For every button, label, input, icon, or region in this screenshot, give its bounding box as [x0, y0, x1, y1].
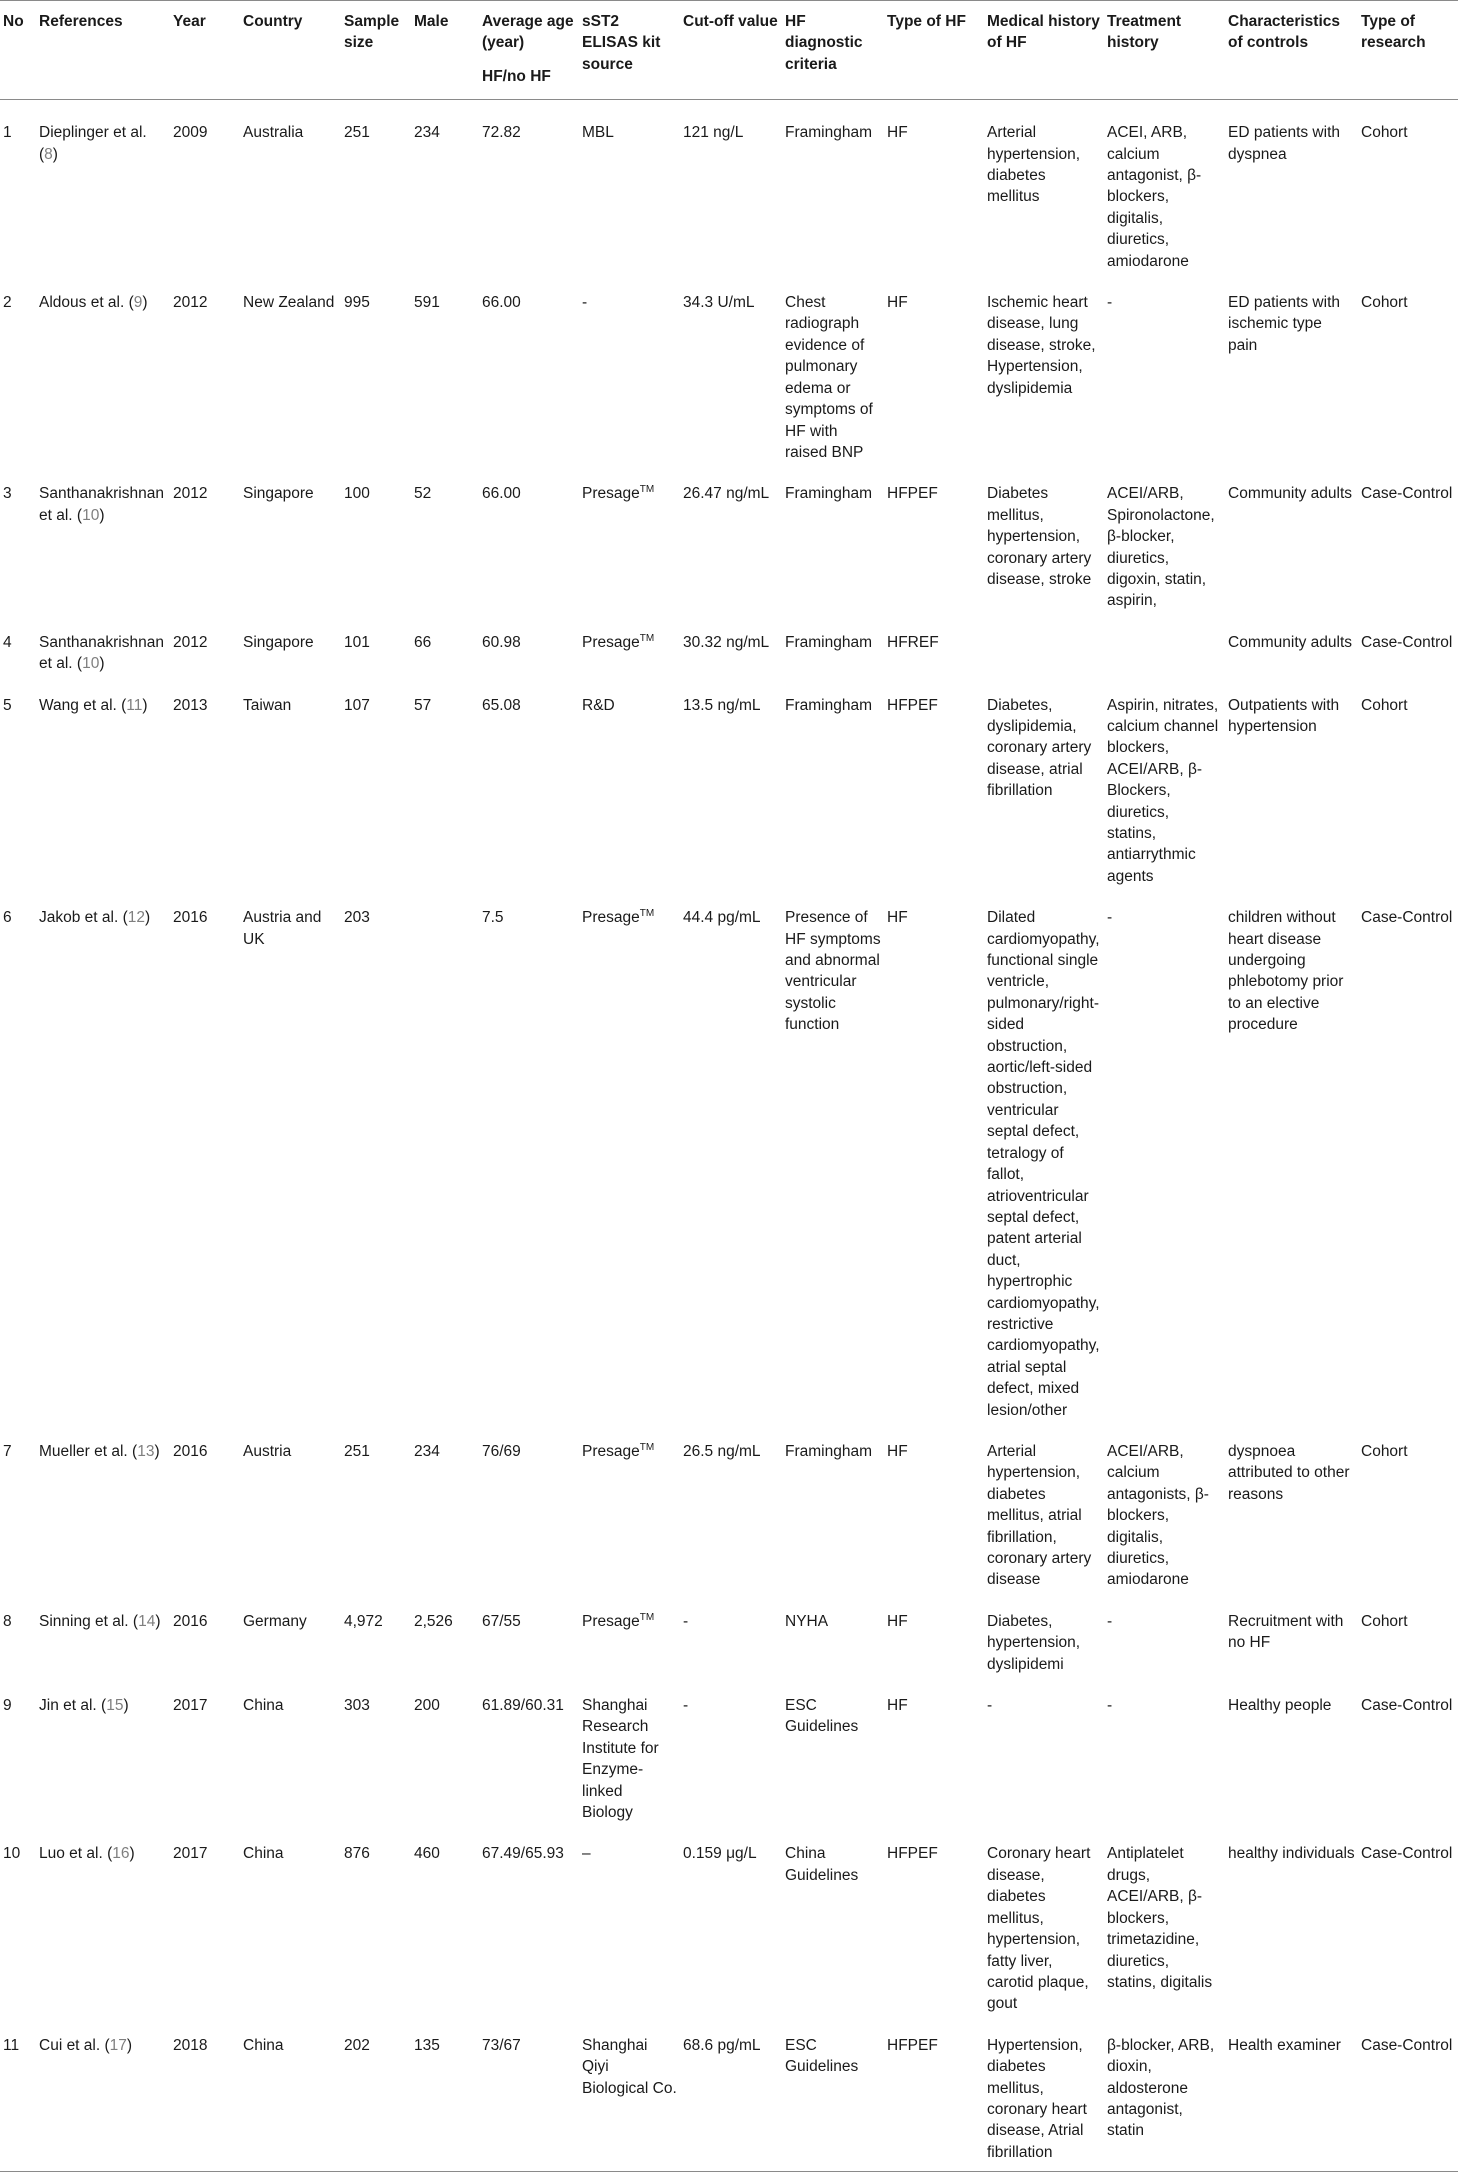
column-header-label: Type of HF: [887, 13, 966, 30]
cell-country: New Zealand: [243, 294, 335, 312]
kit-source-text: Presage: [582, 1442, 640, 1460]
cell-country: Austria: [243, 1442, 292, 1460]
cell-country: China: [243, 1697, 284, 1715]
column-header-label: Treatment history: [1107, 13, 1182, 52]
cell-treatment-history: ACEI, ARB, calcium antagonist, β-blockers, digitalis, diuretics, amiodarone: [1107, 124, 1202, 270]
cell-no: 4: [3, 633, 12, 651]
cell-treatment-history: β-blocker, ARB, dioxin, aldosterone antagonist, statin: [1104, 2019, 1225, 2172]
column-header-sublabel: HF/no HF: [482, 67, 551, 85]
cell-diagnostic-criteria: Presence of HF symptoms and abnormal ventricular systolic function: [785, 909, 881, 1034]
reference-author: Dieplinger et al. (: [39, 124, 147, 163]
cell-kit-source: [579, 2019, 680, 2172]
cell-kit-source: [579, 276, 680, 467]
cell-research-type: Cohort: [1361, 1442, 1408, 1460]
cell-hf-type: HFPEF: [884, 2019, 984, 2172]
cell-male: 591: [414, 294, 440, 312]
cell-no: 3: [3, 485, 12, 503]
reference-number-link[interactable]: 11: [126, 696, 143, 714]
cell-treatment-history: -: [1107, 294, 1113, 312]
cell-sample-size: 203: [344, 909, 370, 927]
cell-hf-type: HFPEF: [887, 485, 938, 503]
cell-male: 52: [414, 485, 432, 503]
cell-male: 234: [414, 1442, 440, 1460]
table-body: [0, 100, 1458, 2172]
column-header: [240, 1, 341, 100]
column-header-label: Type of research: [1361, 13, 1426, 52]
cell-average-age: 7.5: [482, 909, 504, 927]
table-row: [0, 891, 1458, 1425]
kit-source-text: Shanghai Qiyi Biological Co.: [582, 2036, 677, 2097]
column-header: [884, 1, 984, 100]
kit-source-text: Presage: [582, 633, 640, 651]
cell-cutoff-value: 26.5 ng/mL: [683, 1442, 761, 1460]
table-row: [0, 1679, 1458, 1827]
column-header: [0, 1, 36, 100]
cell-cutoff-value: 30.32 ng/mL: [683, 633, 770, 651]
cell-controls: Healthy people: [1228, 1697, 1332, 1715]
reference-number-link[interactable]: 15: [106, 1697, 124, 1715]
table-row: [0, 1425, 1458, 1595]
cell-research-type: Case-Control: [1358, 2019, 1458, 2172]
cell-year: 2009: [173, 124, 208, 142]
reference-author: Luo et al. (: [39, 1845, 113, 1863]
cell-sample-size: 303: [344, 1697, 370, 1715]
cell-hf-type: HFPEF: [887, 696, 938, 714]
table-row: [0, 276, 1458, 467]
cell-average-age: 61.89/60.31: [482, 1697, 564, 1715]
cell-controls: ED patients with ischemic type pain: [1228, 294, 1340, 354]
cell-diagnostic-criteria: China Guidelines: [785, 1845, 859, 1884]
cell-medical-history: Dilated cardiomyopathy, functional single ventricle, pulmonary/right-sided obstruction, aortic/left-sided obstruction, ventricular septal defect, tetralogy of fallot, atrioventricular septal defect, patent arterial duct, hypertrophic cardiomyopathy, restrictive cardiomyopathy, atrial septal defect, mixed lesion/other: [987, 909, 1100, 1419]
cell-kit-source: [579, 679, 680, 892]
cell-research-type: Cohort: [1361, 124, 1408, 142]
cell-medical-history: Hypertension, diabetes mellitus, coronary heart disease, Atrial fibrillation: [984, 2019, 1104, 2172]
reference-number-link[interactable]: 13: [137, 1442, 155, 1460]
cell-male: 66: [414, 633, 432, 651]
cell-cutoff-value: 44.4 pg/mL: [683, 909, 761, 927]
reference-author: Jakob et al. (: [39, 909, 128, 927]
table-header: [0, 1, 1458, 100]
cell-hf-type: HF: [887, 124, 908, 142]
reference-author: Sinning et al. (: [39, 1612, 139, 1630]
cell-no: 1: [3, 124, 12, 142]
cell-medical-history: Ischemic heart disease, lung disease, stroke, Hypertension, dyslipidemia: [987, 294, 1096, 397]
cell-average-age: 72.82: [482, 124, 521, 142]
reference-author: Jin et al. (: [39, 1697, 107, 1715]
cell-reference: [36, 276, 170, 467]
cell-male: [411, 891, 479, 1425]
column-header-label: Cut-off value: [683, 13, 778, 30]
column-header-label: HF diagnostic criteria: [785, 13, 863, 73]
cell-no: 2: [3, 294, 12, 312]
cell-no: 5: [3, 696, 12, 714]
cell-cutoff-value: -: [683, 1612, 689, 1630]
cell-diagnostic-criteria: Framingham: [785, 124, 872, 142]
cell-treatment-history: ACEI/ARB, Spironolactone, β-blocker, diuretics, digoxin, statin, aspirin,: [1107, 485, 1215, 610]
kit-source-text: R&D: [582, 696, 615, 714]
reference-number-link[interactable]: 10: [82, 506, 100, 524]
cell-reference: [36, 891, 170, 1425]
trademark-superscript: TM: [639, 484, 655, 496]
cell-cutoff-value: 26.47 ng/mL: [683, 485, 770, 503]
table-row: [0, 1827, 1458, 2018]
column-header-label: Country: [243, 13, 303, 30]
cell-controls: Health examiner: [1225, 2019, 1358, 2172]
table-row: [0, 100, 1458, 276]
column-header-label: Year: [173, 13, 206, 30]
kit-source-text: Presage: [582, 1612, 640, 1630]
column-header: [680, 1, 782, 100]
cell-sample-size: 995: [344, 294, 370, 312]
reference-author: Santhanakrishnan et al. (: [39, 633, 164, 673]
cell-reference: [36, 100, 170, 276]
header-row: [0, 1, 1458, 100]
reference-close: ): [99, 506, 105, 524]
table-row: [0, 2019, 1458, 2172]
cell-controls: children without heart disease undergoing phlebotomy prior to an elective procedure: [1228, 909, 1344, 1034]
reference-number-link[interactable]: 8: [44, 145, 53, 163]
cell-treatment-history: Antiplatelet drugs, ACEI/ARB, β-blockers, trimetazidine, diuretics, statins, digitalis: [1107, 1845, 1213, 1991]
cell-hf-type: HF: [887, 1612, 908, 1630]
kit-source-text: Presage: [582, 909, 640, 927]
reference-number-link[interactable]: 10: [82, 655, 100, 673]
cell-male: 57: [414, 696, 432, 714]
cell-reference: [36, 616, 170, 679]
table-row: [0, 616, 1458, 679]
cell-diagnostic-criteria: ESC Guidelines: [785, 1697, 859, 1736]
cell-male: 234: [414, 124, 440, 142]
cell-medical-history: Arterial hypertension, diabetes mellitus, atrial fibrillation, coronary artery disease: [987, 1442, 1092, 1589]
reference-author: Cui et al. (: [39, 2036, 110, 2054]
column-header: [479, 1, 579, 100]
column-header: [1358, 1, 1458, 100]
cell-kit-source: [579, 1595, 680, 1679]
cell-research-type: Cohort: [1361, 696, 1408, 714]
reference-author: Wang et al. (: [39, 696, 127, 714]
column-header: [170, 1, 240, 100]
cell-hf-type: HFREF: [887, 633, 939, 651]
cell-sample-size: 202: [341, 2019, 411, 2172]
cell-diagnostic-criteria: Framingham: [785, 633, 872, 651]
cell-research-type: Case-Control: [1361, 485, 1453, 503]
cell-country: Germany: [243, 1612, 307, 1630]
cell-year: 2012: [173, 485, 208, 503]
reference-close: ): [142, 294, 148, 312]
reference-close: ): [154, 1442, 160, 1460]
cell-average-age: 67.49/65.93: [482, 1845, 564, 1863]
cell-year: 2013: [173, 696, 208, 714]
trademark-superscript: TM: [639, 908, 655, 920]
cell-average-age: 73/67: [479, 2019, 579, 2172]
cell-sample-size: 251: [344, 1442, 370, 1460]
cell-country: China: [243, 1845, 284, 1863]
reference-author: Santhanakrishnan et al. (: [39, 485, 164, 524]
cell-cutoff-value: 34.3 U/mL: [683, 294, 755, 312]
cell-year: 2017: [173, 1845, 208, 1863]
cell-diagnostic-criteria: NYHA: [785, 1612, 829, 1630]
cell-country: Taiwan: [243, 696, 292, 714]
cell-controls: Outpatients with hypertension: [1228, 696, 1340, 735]
cell-reference: [36, 1595, 170, 1679]
cell-medical-history: -: [987, 1697, 993, 1715]
cell-no: 6: [3, 909, 12, 927]
column-header: [782, 1, 884, 100]
cell-research-type: Case-Control: [1361, 1697, 1453, 1715]
cell-kit-source: [579, 616, 680, 679]
cell-reference: [36, 679, 170, 892]
column-header: [1225, 1, 1358, 100]
reference-close: ): [52, 145, 58, 163]
reference-number-link[interactable]: 14: [138, 1612, 156, 1630]
column-header-label: References: [39, 13, 123, 30]
cell-diagnostic-criteria: Framingham: [785, 1442, 872, 1460]
cell-male: 200: [414, 1697, 440, 1715]
cell-sample-size: 4,972: [344, 1612, 383, 1630]
reference-close: ): [129, 1845, 135, 1863]
cell-no: 10: [3, 1845, 21, 1863]
cell-average-age: 60.98: [482, 633, 521, 651]
cell-hf-type: HF: [887, 1442, 908, 1460]
cell-controls: Recruitment with no HF: [1228, 1612, 1344, 1652]
cell-year: 2017: [173, 1697, 208, 1715]
cell-sample-size: 101: [344, 633, 370, 651]
column-header-label: Characteristics of controls: [1228, 13, 1341, 52]
trademark-superscript: TM: [639, 1441, 655, 1453]
reference-close: ): [155, 1612, 161, 1630]
cell-average-age: 66.00: [482, 294, 521, 312]
cell-year: 2016: [173, 1442, 208, 1460]
cell-cutoff-value: 68.6 pg/mL: [680, 2019, 782, 2172]
cell-hf-type: HF: [887, 1697, 908, 1715]
cell-country: China: [240, 2019, 341, 2172]
cell-controls: dyspnoea attributed to other reasons: [1228, 1442, 1350, 1503]
cell-average-age: 76/69: [482, 1442, 521, 1460]
cell-diagnostic-criteria: Framingham: [785, 696, 872, 714]
cell-medical-history: Diabetes mellitus, hypertension, coronary artery disease, stroke: [987, 485, 1092, 588]
cell-sample-size: 100: [344, 485, 370, 503]
cell-controls: ED patients with dyspnea: [1228, 124, 1340, 163]
reference-number-link[interactable]: 9: [133, 294, 143, 312]
column-header-label: No: [3, 13, 24, 30]
column-header: [341, 1, 411, 100]
cell-kit-source: [579, 891, 680, 1425]
table-row: [0, 1595, 1458, 1679]
cell-cutoff-value: -: [683, 1697, 689, 1715]
cell-treatment-history: -: [1107, 909, 1113, 927]
cell-controls: Community adults: [1228, 633, 1353, 651]
reference-close: ): [142, 696, 148, 714]
column-header: [36, 1, 170, 100]
cell-research-type: Case-Control: [1361, 1845, 1453, 1863]
cell-country: Austria and UK: [243, 909, 322, 948]
reference-author: Mueller et al. (: [39, 1442, 138, 1460]
cell-male: 2,526: [414, 1612, 453, 1630]
column-header-label: Average age (year): [482, 13, 574, 52]
cell-sample-size: 251: [344, 124, 370, 142]
cell-year: 2012: [173, 633, 208, 651]
reference-close: ): [123, 1697, 129, 1715]
cell-reference: [36, 2019, 170, 2172]
cell-medical-history: Diabetes, hypertension, dyslipidemi: [987, 1612, 1081, 1673]
table-row: [0, 467, 1458, 615]
reference-number-link[interactable]: 12: [127, 909, 145, 927]
kit-source-text: –: [582, 1845, 591, 1863]
cell-medical-history: Coronary heart disease, diabetes mellitus, hypertension, fatty liver, carotid plaque, gout: [987, 1845, 1091, 2013]
table-row: [0, 679, 1458, 892]
cell-kit-source: [579, 1827, 680, 2018]
cell-medical-history: Diabetes, dyslipidemia, coronary artery disease, atrial fibrillation: [987, 696, 1092, 800]
cell-kit-source: [579, 100, 680, 276]
kit-source-text: Presage: [582, 485, 640, 503]
cell-treatment-history: -: [1107, 1612, 1113, 1630]
cell-treatment-history: -: [1107, 1697, 1113, 1715]
cell-hf-type: HFPEF: [887, 1845, 938, 1863]
cell-cutoff-value: 0.159 μg/L: [683, 1845, 757, 1863]
cell-country: Singapore: [243, 633, 314, 651]
column-header-label: sST2 ELISAS kit source: [582, 13, 661, 73]
cell-hf-type: HF: [887, 909, 908, 927]
column-header: [579, 1, 680, 100]
cell-sample-size: 876: [344, 1845, 370, 1863]
reference-close: ): [145, 909, 151, 927]
cell-average-age: 67/55: [482, 1612, 521, 1630]
cell-treatment-history: [1104, 616, 1225, 679]
cell-treatment-history: ACEI/ARB, calcium antagonists, β-blockers, digitalis, diuretics, amiodarone: [1107, 1442, 1209, 1589]
reference-close: ): [99, 655, 105, 673]
cell-medical-history: Arterial hypertension, diabetes mellitus: [987, 124, 1081, 206]
cell-research-type: Case-Control: [1361, 633, 1453, 651]
kit-source-text: Shanghai Research Institute for Enzyme-linked Biology: [582, 1697, 659, 1822]
cell-research-type: Case-Control: [1361, 909, 1453, 927]
cell-no: 7: [3, 1442, 12, 1460]
trademark-superscript: TM: [639, 632, 655, 644]
cell-cutoff-value: 121 ng/L: [683, 124, 744, 142]
column-header: [411, 1, 479, 100]
cell-reference: [36, 1679, 170, 1827]
cell-kit-source: [579, 467, 680, 615]
column-header-label: Medical history of HF: [987, 13, 1100, 52]
cell-reference: [36, 467, 170, 615]
cell-year: 2016: [173, 909, 208, 927]
cell-sample-size: 107: [344, 696, 370, 714]
column-header-label: Sample size: [344, 13, 400, 52]
cell-reference: [36, 1425, 170, 1595]
cell-controls: healthy individuals: [1228, 1845, 1355, 1863]
cell-research-type: Cohort: [1361, 1612, 1408, 1630]
cell-medical-history: [984, 616, 1104, 679]
kit-source-text: -: [582, 294, 588, 312]
cell-hf-type: HF: [887, 294, 908, 312]
cell-controls: Community adults: [1228, 485, 1353, 503]
cell-country: Australia: [243, 124, 304, 142]
cell-no: 9: [3, 1697, 12, 1715]
reference-close: ): [126, 2036, 133, 2054]
kit-source-text: MBL: [582, 124, 614, 142]
cell-year: 2018: [170, 2019, 240, 2172]
cell-average-age: 65.08: [482, 696, 521, 714]
cell-country: Singapore: [243, 485, 314, 503]
column-header: [1104, 1, 1225, 100]
cell-year: 2016: [173, 1612, 208, 1630]
cell-diagnostic-criteria: ESC Guidelines: [782, 2019, 884, 2172]
cell-no: 8: [3, 1612, 12, 1630]
cell-research-type: Cohort: [1361, 294, 1408, 312]
cell-average-age: 66.00: [482, 485, 521, 503]
cell-year: 2012: [173, 294, 208, 312]
cell-male: 460: [414, 1845, 440, 1863]
column-header-label: Male: [414, 13, 449, 30]
column-header: [984, 1, 1104, 100]
cell-male: 135: [411, 2019, 479, 2172]
cell-kit-source: [579, 1425, 680, 1595]
cell-kit-source: [579, 1679, 680, 1827]
trademark-superscript: TM: [639, 1611, 655, 1623]
cell-cutoff-value: 13.5 ng/mL: [683, 696, 761, 714]
reference-number-link[interactable]: 17: [109, 2036, 127, 2054]
reference-author: Aldous et al. (: [39, 294, 134, 312]
reference-number-link[interactable]: 16: [112, 1845, 130, 1863]
cell-no: 11: [0, 2019, 36, 2172]
cell-diagnostic-criteria: Chest radiograph evidence of pulmonary edema or symptoms of HF with raised BNP: [785, 294, 873, 461]
cell-diagnostic-criteria: Framingham: [785, 485, 872, 503]
cell-treatment-history: Aspirin, nitrates, calcium channel blockers, ACEI/ARB, β-Blockers, diuretics, statins, antiarrythmic agents: [1107, 696, 1219, 885]
cell-reference: [36, 1827, 170, 2018]
